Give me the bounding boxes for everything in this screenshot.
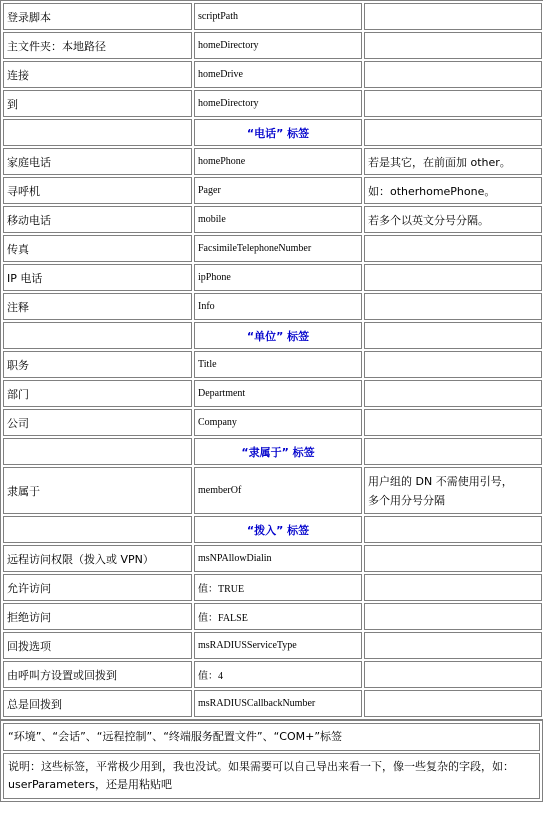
attribute-cell: 值：4 xyxy=(194,661,362,688)
note-cell xyxy=(364,61,542,88)
field-name-cell: 职务 xyxy=(3,351,192,378)
table-row xyxy=(3,3,542,30)
note-cell xyxy=(364,661,542,688)
attribute-table-body xyxy=(3,3,542,717)
table-row xyxy=(3,32,542,59)
table-row xyxy=(3,380,542,407)
section-heading-phone: “电话” 标签 xyxy=(194,119,362,146)
attribute-cell: 值：FALSE xyxy=(194,603,362,630)
table-row xyxy=(3,603,542,630)
note-cell xyxy=(364,293,542,320)
section-empty-cell xyxy=(3,516,192,543)
table-row xyxy=(3,690,542,717)
section-row xyxy=(3,438,542,465)
note-line: 用户组的 DN 不需使用引号， xyxy=(368,474,513,488)
attribute-cell: msRADIUSServiceType xyxy=(194,632,362,659)
section-row xyxy=(3,516,542,543)
table-row xyxy=(3,293,542,320)
attribute-cell: mobile xyxy=(194,206,362,233)
field-name-cell: 寻呼机 xyxy=(3,177,192,204)
table-row xyxy=(3,61,542,88)
attribute-cell: msNPAllowDialin xyxy=(194,545,362,572)
attribute-cell: Department xyxy=(194,380,362,407)
footer-explanation: 说明：这些标签，平常极少用到，我也没试。如果需要可以自己导出来看一下，像一些复杂的字段，如：userParameters，还是用粘贴吧 xyxy=(3,753,540,799)
attribute-cell: msRADIUSCallbackNumber xyxy=(194,690,362,717)
section-empty-cell xyxy=(364,516,542,543)
note-cell xyxy=(364,351,542,378)
note-cell: 如：otherhomePhone。 xyxy=(364,177,542,204)
section-empty-cell xyxy=(364,119,542,146)
note-cell xyxy=(364,380,542,407)
attribute-cell: homeDrive xyxy=(194,61,362,88)
section-empty-cell xyxy=(3,119,192,146)
field-name-cell: 公司 xyxy=(3,409,192,436)
footer-table xyxy=(0,720,543,802)
section-heading-member-of: “隶属于” 标签 xyxy=(194,438,362,465)
note-cell xyxy=(364,32,542,59)
table-row xyxy=(3,264,542,291)
attribute-cell: Pager xyxy=(194,177,362,204)
footer-row xyxy=(3,753,540,799)
note-cell xyxy=(364,545,542,572)
attribute-cell: homePhone xyxy=(194,148,362,175)
attribute-cell: 值：TRUE xyxy=(194,574,362,601)
table-row xyxy=(3,545,542,572)
section-empty-cell xyxy=(364,438,542,465)
note-cell: 若多个以英文分号分隔。 xyxy=(364,206,542,233)
field-name-cell: IP 电话 xyxy=(3,264,192,291)
section-heading-organization: “单位” 标签 xyxy=(194,322,362,349)
field-name-cell: 由呼叫方设置或回拨到 xyxy=(3,661,192,688)
field-name-cell: 家庭电话 xyxy=(3,148,192,175)
field-name-cell: 远程访问权限（拨入或 VPN） xyxy=(3,545,192,572)
field-name-cell: 允许访问 xyxy=(3,574,192,601)
field-name-cell: 回拨选项 xyxy=(3,632,192,659)
note-cell xyxy=(364,690,542,717)
field-name-cell: 注释 xyxy=(3,293,192,320)
note-cell xyxy=(364,632,542,659)
attribute-cell: ipPhone xyxy=(194,264,362,291)
footer-row xyxy=(3,723,540,751)
field-name-cell: 移动电话 xyxy=(3,206,192,233)
field-name-cell: 登录脚本 xyxy=(3,3,192,30)
table-row xyxy=(3,632,542,659)
table-row xyxy=(3,235,542,262)
attribute-cell: Info xyxy=(194,293,362,320)
note-cell xyxy=(364,235,542,262)
attribute-cell: Company xyxy=(194,409,362,436)
field-name-cell: 总是回拨到 xyxy=(3,690,192,717)
note-cell xyxy=(364,603,542,630)
attribute-cell: memberOf xyxy=(194,467,362,514)
note-cell xyxy=(364,264,542,291)
note-cell xyxy=(364,409,542,436)
field-name-cell: 传真 xyxy=(3,235,192,262)
note-cell: 若是其它，在前面加 other。 xyxy=(364,148,542,175)
note-line: 多个用分号分隔 xyxy=(368,493,445,507)
attribute-cell: Title xyxy=(194,351,362,378)
footer-tabs-note: “环境”、“会话”、“远程控制”、“终端服务配置文件”、“COM+”标签 xyxy=(3,723,540,751)
table-row xyxy=(3,574,542,601)
section-empty-cell xyxy=(3,438,192,465)
table-row xyxy=(3,177,542,204)
field-name-cell: 到 xyxy=(3,90,192,117)
field-name-cell: 隶属于 xyxy=(3,467,192,514)
table-row xyxy=(3,467,542,514)
note-cell xyxy=(364,467,542,514)
attribute-cell: scriptPath xyxy=(194,3,362,30)
note-cell xyxy=(364,574,542,601)
field-name-cell: 主文件夹：本地路径 xyxy=(3,32,192,59)
section-row xyxy=(3,322,542,349)
table-row xyxy=(3,409,542,436)
field-name-cell: 拒绝访问 xyxy=(3,603,192,630)
section-empty-cell xyxy=(364,322,542,349)
field-name-cell: 部门 xyxy=(3,380,192,407)
table-row xyxy=(3,90,542,117)
attribute-cell: homeDirectory xyxy=(194,32,362,59)
note-cell xyxy=(364,90,542,117)
section-row xyxy=(3,119,542,146)
table-row xyxy=(3,351,542,378)
attribute-cell: homeDirectory xyxy=(194,90,362,117)
field-name-cell: 连接 xyxy=(3,61,192,88)
footer-table-body xyxy=(3,723,540,799)
attribute-cell: FacsimileTelephoneNumber xyxy=(194,235,362,262)
table-row xyxy=(3,661,542,688)
note-cell xyxy=(364,3,542,30)
table-row xyxy=(3,206,542,233)
section-empty-cell xyxy=(3,322,192,349)
section-heading-dialin: “拨入” 标签 xyxy=(194,516,362,543)
table-row xyxy=(3,148,542,175)
